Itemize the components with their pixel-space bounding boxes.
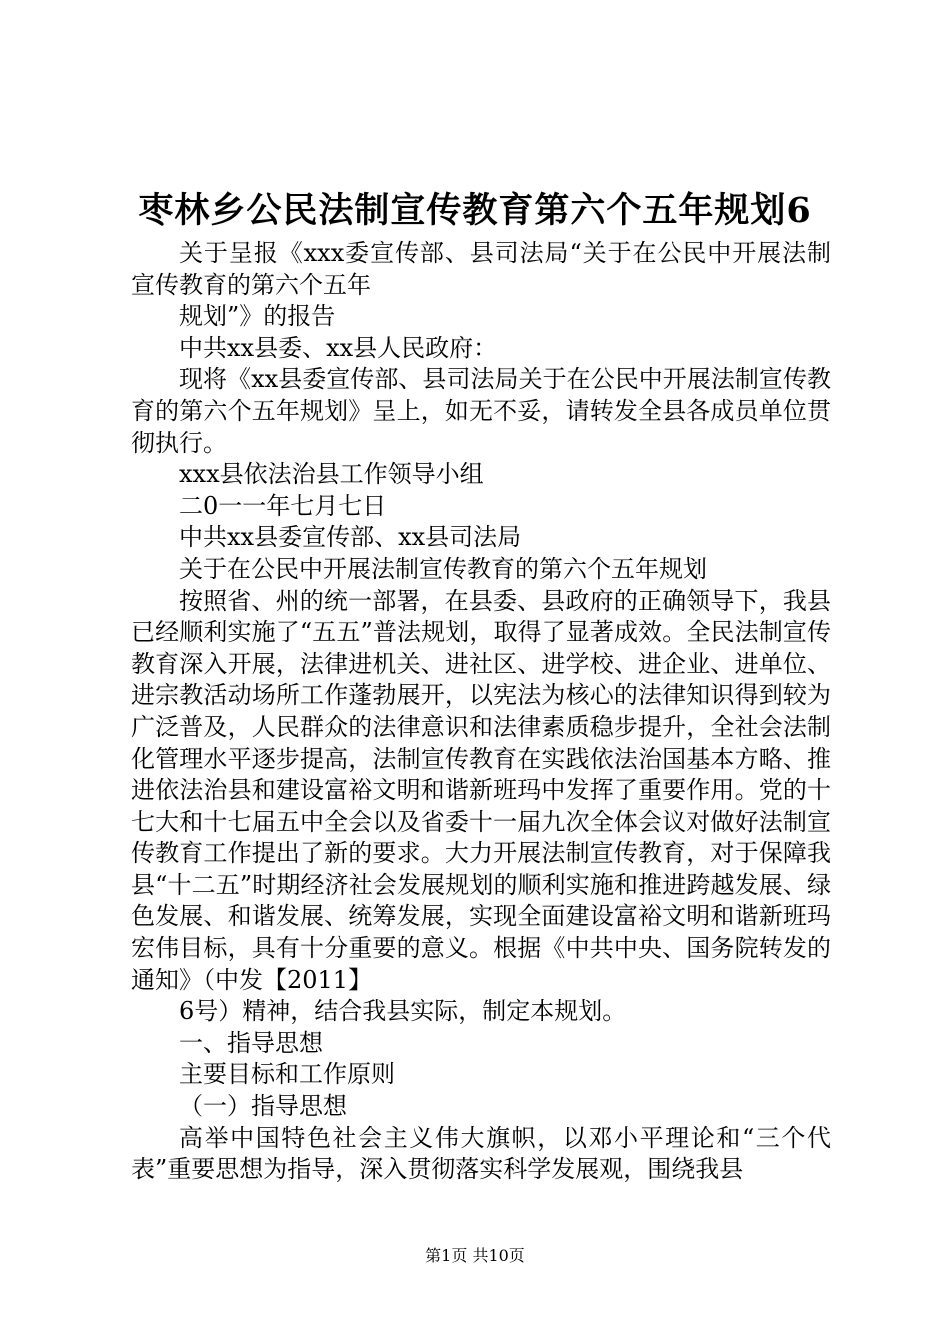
paragraph-issuer: xxx县依法治县工作领导小组 — [179, 460, 484, 489]
paragraph-plan-title: 关于在公民中开展法制宣传教育的第六个五年规划 — [179, 554, 707, 583]
paragraph-submission: 现将《xx县委宣传部、县司法局关于在公民中开展法制宣传教育的第六个五年规划》呈上，如无不妥，请转发全县各成员单位贯彻执行。 — [131, 365, 831, 457]
paragraph-background: 按照省、州的统一部署，在县委、县政府的正确领导下，我县已经顺利实施了“五五”普法规划，取得了显著成效。全民法制宣传教育深入开展，法律进机关、进社区、进学校、进企业、进单位、进宗教活动场所工作蓬勃展开，以宪法为核心的法律知识得到较为广泛普及，人民群众的法律意识和法律素质稳步提升，全社会法制化管理水平逐步提高，法制宣传教育在实践依法治国基本方略、推进依法治县和建设富裕文明和谐新班玛中发挥了重要作用。党的十七大和十七届五中全会以及省委十一届九次全体会议对做好法制宣传教育工作提出了新的要求。大力开展法制宣传教育，对于保障我县“十二五”时期经济社会发展规划的顺利实施和推进跨越发展、绿色发展、和谐发展、统筹发展，实现全面建设富裕文明和谐新班玛宏伟目标，具有十分重要的意义。根据《中共中央、国务院转发的通知》（中发【2011】 — [131, 586, 831, 994]
document-title: 枣林乡公民法制宣传教育第六个五年规划6 — [138, 190, 812, 231]
paragraph-guiding-ideology: 高举中国特色社会主义伟大旗帜，以邓小平理论和“三个代表”重要思想为指导，深入贯彻落实科学发展观，围绕我县 — [131, 1123, 831, 1184]
section-heading-goals: 主要目标和工作原则 — [179, 1060, 395, 1089]
paragraph-addressee: 中共xx县委、xx县人民政府： — [179, 333, 498, 362]
paragraph-date: 二0一一年七月七日 — [179, 491, 387, 520]
page-number-footer: 第1页 共10页 — [425, 1246, 525, 1265]
subsection-heading-guiding-ideology: （一）指导思想 — [179, 1092, 347, 1121]
paragraph-departments: 中共xx县委宣传部、xx县司法局 — [179, 523, 522, 552]
paragraph-report-heading: 关于呈报《xxx委宣传部、县司法局“关于在公民中开展法制宣传教育的第六个五年 — [131, 239, 831, 299]
document-body — [131, 238, 831, 1186]
paragraph-background-cont: 6号）精神，结合我县实际，制定本规划。 — [179, 997, 627, 1026]
section-heading-guiding-ideology: 一、指导思想 — [179, 1028, 323, 1057]
paragraph-report-heading-cont: 规划”》的报告 — [179, 302, 336, 331]
